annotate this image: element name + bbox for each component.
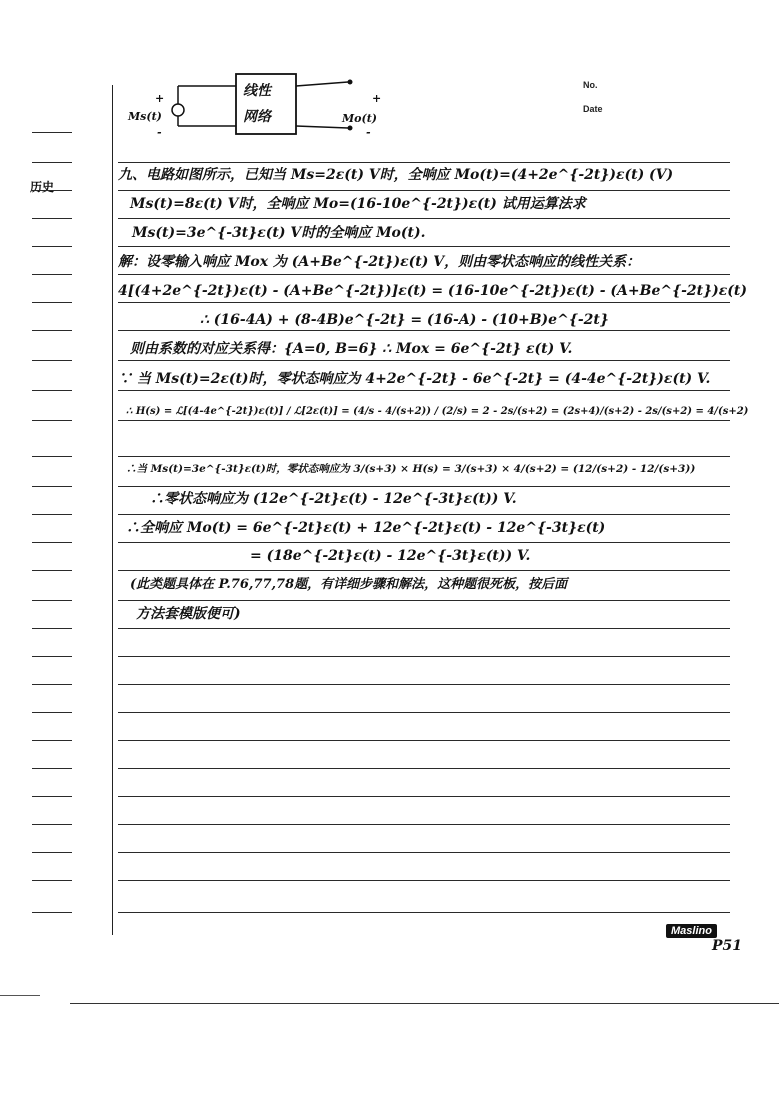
problem-line-1: 九、电路如图所示，已知当 Ms=2ε(t) V时，全响应 Mo(t)=(4+2e^{-2t})ε(t) (V) (118, 167, 674, 183)
solution-line-5: ∵ 当 Ms(t)=2ε(t)时，零状态响应为 4+2e^{-2t} - 6e^{-2t} = (4-4e^{-2t})ε(t) V. (118, 371, 711, 387)
circuit-plus-right: + (372, 92, 382, 105)
circuit-box-label-2: 网络 (243, 109, 271, 125)
note-line-2: 方法套模版便可) (136, 606, 241, 622)
brand-logo: Maslino (666, 924, 717, 938)
page-edge-dash (0, 995, 40, 996)
solution-line-9: ∴全响应 Mo(t) = 6e^{-2t}ε(t) + 12e^{-2t}ε(t) - 12e^{-3t}ε(t) (126, 520, 606, 536)
solution-line-7: ∴当 Ms(t)=3e^{-3t}ε(t)时，零状态响应为 3/(s+3) × H(s) = 3/(s+3) × 4/(s+2) = (12/(s+2) - 12/(s+3)) (126, 463, 696, 475)
page-number: P51 (712, 938, 743, 954)
problem-line-3: Ms(t)=3e^{-3t}ε(t) V时的全响应 Mo(t). (132, 225, 426, 241)
margin-line (112, 85, 113, 935)
solution-line-1: 解：设零输入响应 Mox 为 (A+Be^{-2t})ε(t) V，则由零状态响应的线性关系： (118, 254, 641, 270)
circuit-box-label-1: 线性 (243, 83, 271, 99)
solution-line-3: ∴ (16-4A) + (8-4B)e^{-2t} = (16-A) - (10+B)e^{-2t} (200, 312, 609, 328)
circuit-minus-left: - (157, 126, 162, 139)
margin-note: 历史 (30, 180, 55, 194)
problem-line-2: Ms(t)=8ε(t) V时，全响应 Mo=(16-10e^{-2t})ε(t) 试用运算法求 (130, 196, 586, 212)
no-label: No. (583, 80, 598, 90)
page-edge-line (70, 1003, 779, 1004)
circuit-source-label: Ms(t) (128, 110, 162, 123)
solution-line-2: 4[(4+2e^{-2t})ε(t) - (A+Be^{-2t})]ε(t) = (16-10e^{-2t})ε(t) - (A+Be^{-2t})ε(t) (118, 283, 747, 299)
date-label: Date (583, 104, 603, 114)
solution-line-10: = (18e^{-2t}ε(t) - 12e^{-3t}ε(t)) V. (250, 548, 531, 564)
circuit-output-label: Mo(t) (342, 112, 378, 125)
circuit-minus-right: - (366, 126, 371, 139)
note-line-1: (此类题具体在 P.76,77,78题，有详细步骤和解法，这种题很死板，按后面 (130, 577, 568, 592)
circuit-plus-left: + (155, 92, 165, 105)
solution-line-8: ∴零状态响应为 (12e^{-2t}ε(t) - 12e^{-3t}ε(t)) V. (150, 491, 517, 507)
solution-line-6: ∴ H(s) = ℒ[(4-4e^{-2t})ε(t)] / ℒ[2ε(t)] = (4/s - 4/(s+2)) / (2/s) = 2 - 2s/(s+2) = (2s+4)/(s+2) - 2s/(s+2) = 4/(s+2) (126, 406, 749, 417)
solution-line-4: 则由系数的对应关系得：{A=0, B=6} ∴ Mox = 6e^{-2t} ε(t) V. (130, 341, 573, 357)
